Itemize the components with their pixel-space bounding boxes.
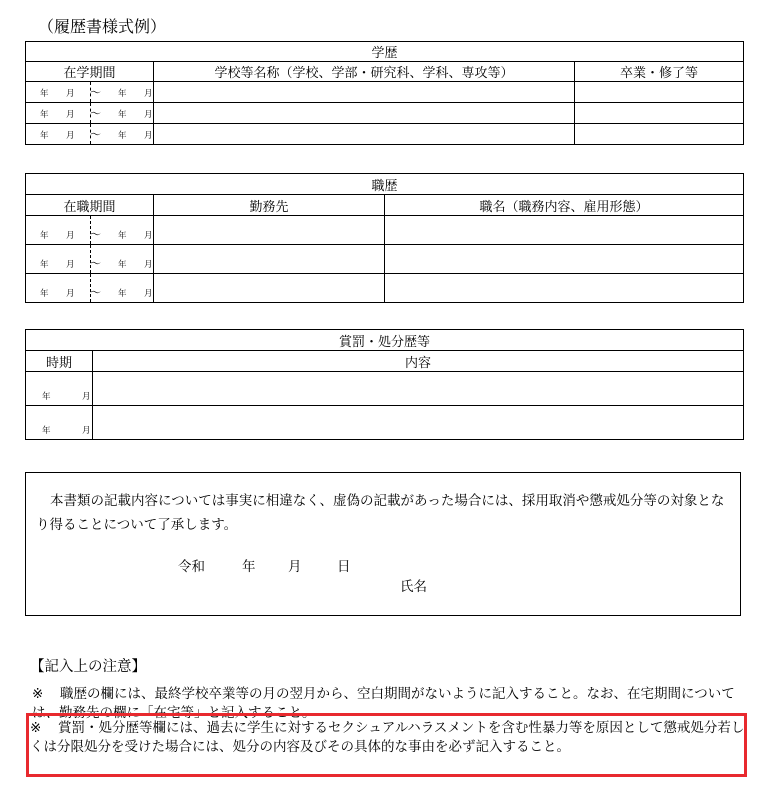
awards-col-date: 時期 (26, 351, 93, 372)
note-career (32, 685, 746, 721)
awards-table (25, 329, 744, 440)
education-col-graduation: 卒業・修了等 (575, 62, 744, 82)
graduation-cell[interactable] (575, 124, 744, 145)
date-era: 令和 (178, 559, 205, 575)
page-title: （履歴書様式例） (38, 17, 167, 36)
career-table (25, 173, 744, 303)
award-date-cell[interactable]: 年 月 (26, 372, 93, 406)
table-row (26, 124, 744, 145)
school-cell[interactable] (154, 124, 575, 145)
graduation-cell[interactable] (575, 82, 744, 103)
table-row (26, 82, 744, 103)
school-cell[interactable] (154, 103, 575, 124)
name-label: 氏名 (400, 579, 427, 595)
position-cell[interactable] (385, 274, 744, 303)
awards-col-content: 内容 (93, 351, 744, 372)
declaration-text: 本書類の記載内容については事実に相違なく、虚偽の記載があった場合には、採用取消や懲戒処分等の対象となり得ることについて了承します。 (36, 493, 725, 533)
education-heading: 学歴 (26, 42, 744, 62)
table-row (26, 103, 744, 124)
career-col-period: 在職期間 (26, 195, 154, 216)
graduation-cell[interactable] (575, 103, 744, 124)
note-awards (30, 719, 746, 757)
period-cell[interactable]: 年 月 ～ 年 月 (26, 216, 154, 245)
career-col-employer: 勤務先 (154, 195, 385, 216)
period-cell[interactable]: 年 月 ～ 年 月 (26, 245, 154, 274)
note-mark: ※ (30, 720, 42, 736)
awards-heading: 賞罰・処分歴等 (26, 330, 744, 351)
table-row (26, 406, 744, 440)
position-cell[interactable] (385, 245, 744, 274)
award-content-cell[interactable] (93, 406, 744, 440)
notes-title: 【記入上の注意】 (30, 659, 146, 675)
position-cell[interactable] (385, 216, 744, 245)
date-month: 月 (288, 559, 302, 575)
education-col-period: 在学期間 (26, 62, 154, 82)
table-row (26, 274, 744, 303)
period-cell[interactable]: 年 月 ～ 年 月 (26, 274, 154, 303)
award-date-cell[interactable]: 年 月 (26, 406, 93, 440)
education-col-school: 学校等名称（学校、学部・研究科、学科、専攻等） (154, 62, 575, 82)
employer-cell[interactable] (154, 245, 385, 274)
career-heading: 職歴 (26, 174, 744, 195)
award-content-cell[interactable] (93, 372, 744, 406)
table-row (26, 245, 744, 274)
table-row (26, 216, 744, 245)
note-awards-text: 賞罰・処分歴等欄には、過去に学生に対するセクシュアルハラスメントを含む性暴力等を原因として懲戒処分若しくは分限処分を受けた場合には、処分の内容及びその具体的な事由を必ず記入すること。 (30, 720, 745, 755)
declaration-box (25, 472, 741, 616)
table-row (26, 372, 744, 406)
note-career-text: 職歴の欄には、最終学校卒業等の月の翌月から、空白期間がないように記入すること。なお、在宅期間については、勤務先の欄に「在宅等」と記入すること。 (32, 686, 735, 721)
education-table (25, 41, 744, 145)
period-cell[interactable]: 年 月 ～ 年 月 (26, 82, 154, 103)
note-mark: ※ (32, 686, 44, 702)
school-cell[interactable] (154, 82, 575, 103)
career-col-position: 職名（職務内容、雇用形態） (385, 195, 744, 216)
period-cell[interactable]: 年 月 ～ 年 月 (26, 103, 154, 124)
employer-cell[interactable] (154, 216, 385, 245)
date-day: 日 (337, 559, 351, 575)
period-cell[interactable]: 年 月 ～ 年 月 (26, 124, 154, 145)
employer-cell[interactable] (154, 274, 385, 303)
date-year: 年 (242, 559, 256, 575)
